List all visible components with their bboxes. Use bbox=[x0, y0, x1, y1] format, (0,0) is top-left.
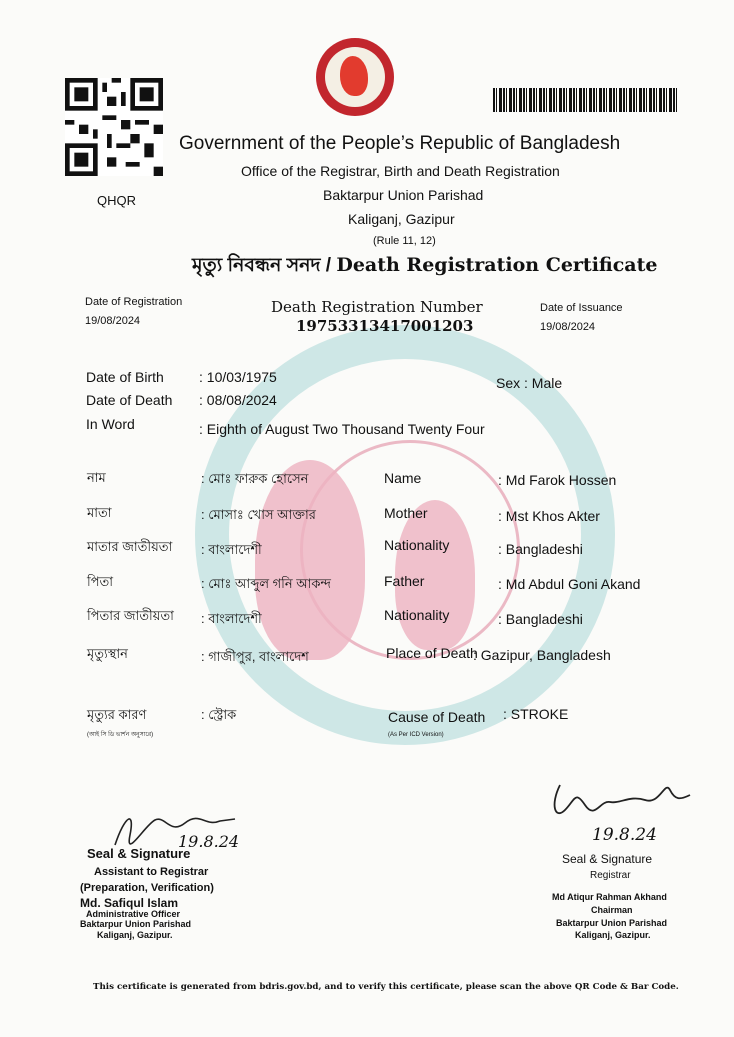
field-father-en-label: Father bbox=[384, 573, 425, 589]
left-handwritten-date: 19.8.24 bbox=[178, 832, 240, 851]
cause-bn-label: মৃত্যুর কারণ bbox=[87, 707, 147, 722]
date-of-registration-label: Date of Registration bbox=[85, 296, 183, 308]
left-office: Baktarpur Union Parishad bbox=[80, 919, 192, 929]
qr-code bbox=[65, 78, 163, 176]
date-of-death: : 08/08/2024 bbox=[199, 392, 277, 408]
cause-en-value: : STROKE bbox=[503, 706, 569, 722]
in-word: : Eighth of August Two Thousand Twenty Four bbox=[199, 421, 485, 437]
certificate-title bbox=[192, 251, 657, 283]
cause-bn-note: (আই সি ডি ভার্শন অনুসারে) bbox=[87, 732, 154, 738]
field-place-of-death-bn-value: : গাজীপুর, বাংলাদেশ bbox=[201, 649, 309, 664]
left-designation: Administrative Officer bbox=[86, 909, 181, 919]
left-place: Kaliganj, Gazipur. bbox=[97, 930, 173, 940]
date-of-registration: 19/08/2024 bbox=[85, 315, 141, 327]
date-of-issuance: 19/08/2024 bbox=[540, 321, 596, 333]
right-place: Kaliganj, Gazipur. bbox=[575, 930, 651, 940]
registration-number: 19753313417001203 bbox=[296, 317, 474, 335]
government-seal bbox=[316, 38, 394, 116]
cause-en-note: (As Per ICD Version) bbox=[388, 732, 444, 738]
field-father-nationality-bn-value: : বাংলাদেশী bbox=[201, 611, 262, 626]
field-father-nationality-en-label: Nationality bbox=[384, 607, 450, 623]
left-name: Md. Safiqul Islam bbox=[80, 896, 179, 910]
certificate-title-bn: মৃত্যু নিবন্ধন সনদ bbox=[192, 255, 321, 276]
date-of-issuance-label: Date of Issuance bbox=[540, 302, 623, 314]
right-name: Md Atiqur Rahman Akhand bbox=[552, 892, 667, 902]
rule-text: (Rule 11, 12) bbox=[373, 235, 436, 247]
field-mother-nationality-bn-value: : বাংলাদেশী bbox=[201, 542, 262, 557]
in-word-label: In Word bbox=[86, 416, 135, 432]
field-place-of-death-en-label: Place of Death bbox=[386, 645, 478, 661]
field-mother-nationality-bn-label: মাতার জাতীয়তা bbox=[87, 539, 173, 554]
field-place-of-death-en-value: : Gazipur, Bangladesh bbox=[473, 647, 611, 663]
field-name-en-label: Name bbox=[384, 470, 422, 486]
left-seal-label: Seal & Signature bbox=[87, 846, 191, 861]
field-place-of-death-bn-label: মৃত্যুস্থান bbox=[87, 646, 128, 661]
field-father-bn-value: : মোঃ আব্দুল গনি আকন্দ bbox=[201, 576, 331, 591]
field-mother-en-label: Mother bbox=[384, 505, 428, 521]
field-father-nationality-bn-label: পিতার জাতীয়তা bbox=[87, 608, 174, 623]
cause-en-label: Cause of Death bbox=[388, 709, 486, 725]
date-of-birth: : 10/03/1975 bbox=[199, 369, 277, 385]
right-signature bbox=[545, 770, 695, 830]
left-duty: (Preparation, Verification) bbox=[80, 882, 214, 894]
right-handwritten-date: 19.8.24 bbox=[592, 825, 657, 845]
registration-number-label: Death Registration Number bbox=[271, 298, 483, 316]
field-father-nationality-en-value: : Bangladeshi bbox=[498, 611, 583, 627]
field-name-en-value: : Md Farok Hossen bbox=[498, 472, 617, 488]
field-mother-bn-value: : মোসাঃ খোস আক্তার bbox=[201, 507, 316, 522]
seal-map-icon bbox=[340, 56, 368, 96]
sex: Sex : Male bbox=[496, 375, 563, 391]
date-of-death-label: Date of Death bbox=[86, 392, 173, 408]
field-mother-en-value: : Mst Khos Akter bbox=[498, 508, 600, 524]
right-office: Baktarpur Union Parishad bbox=[556, 918, 668, 928]
right-seal-label: Seal & Signature bbox=[562, 852, 653, 866]
field-mother-nationality-en-label: Nationality bbox=[384, 537, 450, 553]
field-name-bn-label: নাম bbox=[87, 470, 106, 485]
field-father-en-value: : Md Abdul Goni Akand bbox=[498, 576, 641, 592]
right-role: Registrar bbox=[590, 870, 631, 881]
office-title: Office of the Registrar, Birth and Death Registration bbox=[241, 163, 560, 179]
field-mother-nationality-en-value: : Bangladeshi bbox=[498, 541, 583, 557]
footer-note: This certificate is generated from bdris.gov.bd, and to verify this certificate, please scan the above QR Code & Bar Code. bbox=[93, 982, 679, 992]
date-of-birth-label: Date of Birth bbox=[86, 369, 164, 385]
field-mother-bn-label: মাতা bbox=[87, 505, 112, 520]
left-role: Assistant to Registrar bbox=[94, 866, 209, 878]
barcode bbox=[493, 88, 677, 112]
union-name: Baktarpur Union Parishad bbox=[323, 187, 484, 203]
field-name-bn-value: : মোঃ ফারুক হোসেন bbox=[201, 471, 309, 486]
right-designation: Chairman bbox=[591, 905, 633, 915]
certificate-title-en: Death Registration Certificate bbox=[336, 254, 658, 276]
government-title: Government of the People’s Republic of Bangladesh bbox=[179, 133, 621, 154]
qr-label: QHQR bbox=[97, 193, 136, 208]
location: Kaliganj, Gazipur bbox=[348, 211, 455, 227]
title-separator: / bbox=[320, 255, 337, 276]
cause-bn-value: : স্ট্রোক bbox=[201, 707, 237, 722]
field-father-bn-label: পিতা bbox=[87, 574, 114, 589]
